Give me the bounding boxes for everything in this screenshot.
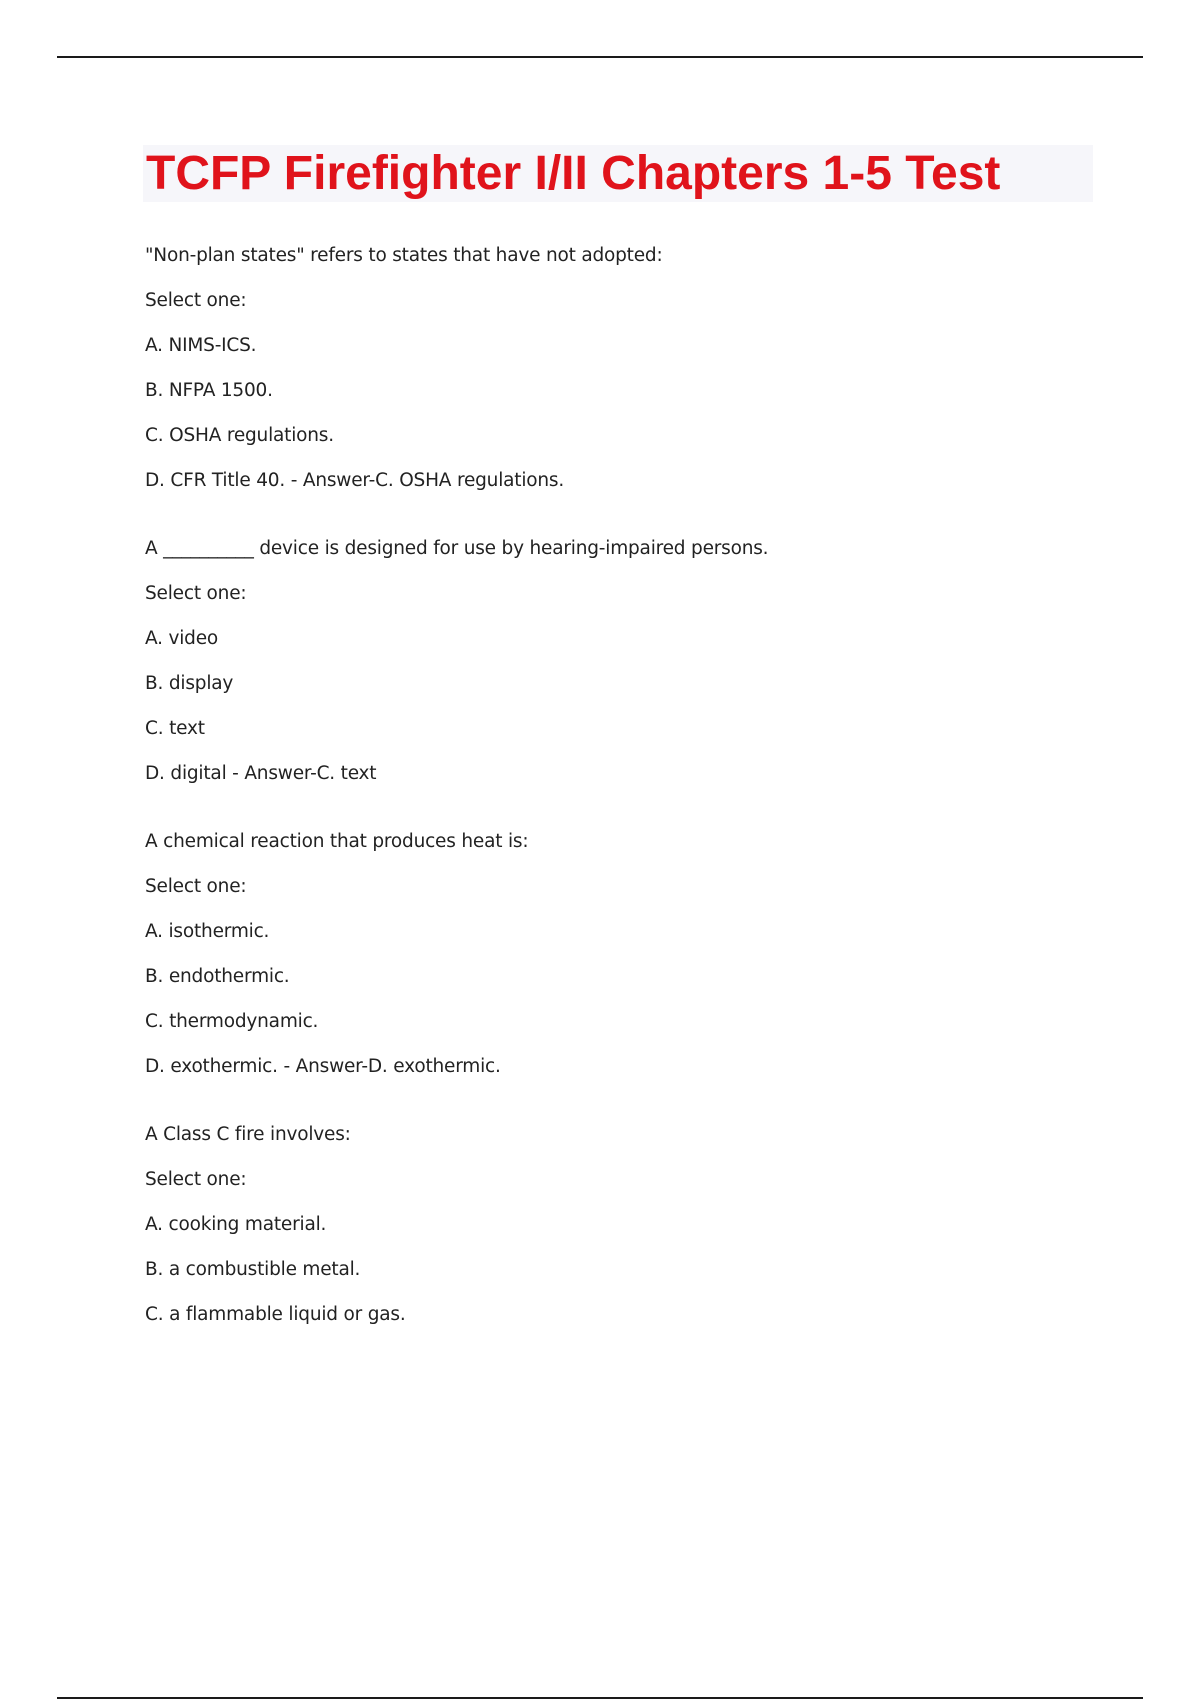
answer-option-c: C. thermodynamic.: [145, 1011, 319, 1032]
answer-option-d: D. CFR Title 40. - Answer-C. OSHA regulations.: [145, 470, 565, 491]
question-instruction: Select one:: [145, 583, 247, 604]
answer-option-a: A. cooking material.: [145, 1214, 327, 1235]
header-rule: [57, 56, 1143, 58]
question-4: [145, 1123, 1105, 1327]
question-instruction: Select one:: [145, 876, 247, 897]
answer-option-b: B. endothermic.: [145, 966, 290, 987]
footer-rule: [57, 1697, 1143, 1699]
question-instruction: Select one:: [145, 290, 247, 311]
answer-option-a: A. video: [145, 628, 219, 649]
question-1: [145, 244, 1105, 493]
answer-option-d: D. digital - Answer-C. text: [145, 763, 377, 784]
answer-option-c: C. OSHA regulations.: [145, 425, 334, 446]
answer-option-a: A. isothermic.: [145, 921, 270, 942]
question-2: [145, 537, 1105, 786]
question-prompt: A __________ device is designed for use by hearing-impaired persons.: [145, 538, 769, 559]
document-title: TCFP Firefighter I/II Chapters 1-5 Test: [146, 147, 1001, 200]
answer-option-d: D. exothermic. - Answer-D. exothermic.: [145, 1056, 501, 1077]
question-prompt: A chemical reaction that produces heat is:: [145, 831, 529, 852]
question-instruction: Select one:: [145, 1169, 247, 1190]
question-list: [145, 244, 1105, 1371]
answer-option-c: C. text: [145, 718, 205, 739]
question-prompt: "Non-plan states" refers to states that have not adopted:: [145, 245, 663, 266]
question-prompt: A Class C fire involves:: [145, 1124, 351, 1145]
answer-option-b: B. display: [145, 673, 234, 694]
answer-option-b: B. NFPA 1500.: [145, 380, 273, 401]
question-3: [145, 830, 1105, 1079]
answer-option-c: C. a flammable liquid or gas.: [145, 1304, 406, 1325]
answer-option-a: A. NIMS-ICS.: [145, 335, 257, 356]
answer-option-b: B. a combustible metal.: [145, 1259, 361, 1280]
